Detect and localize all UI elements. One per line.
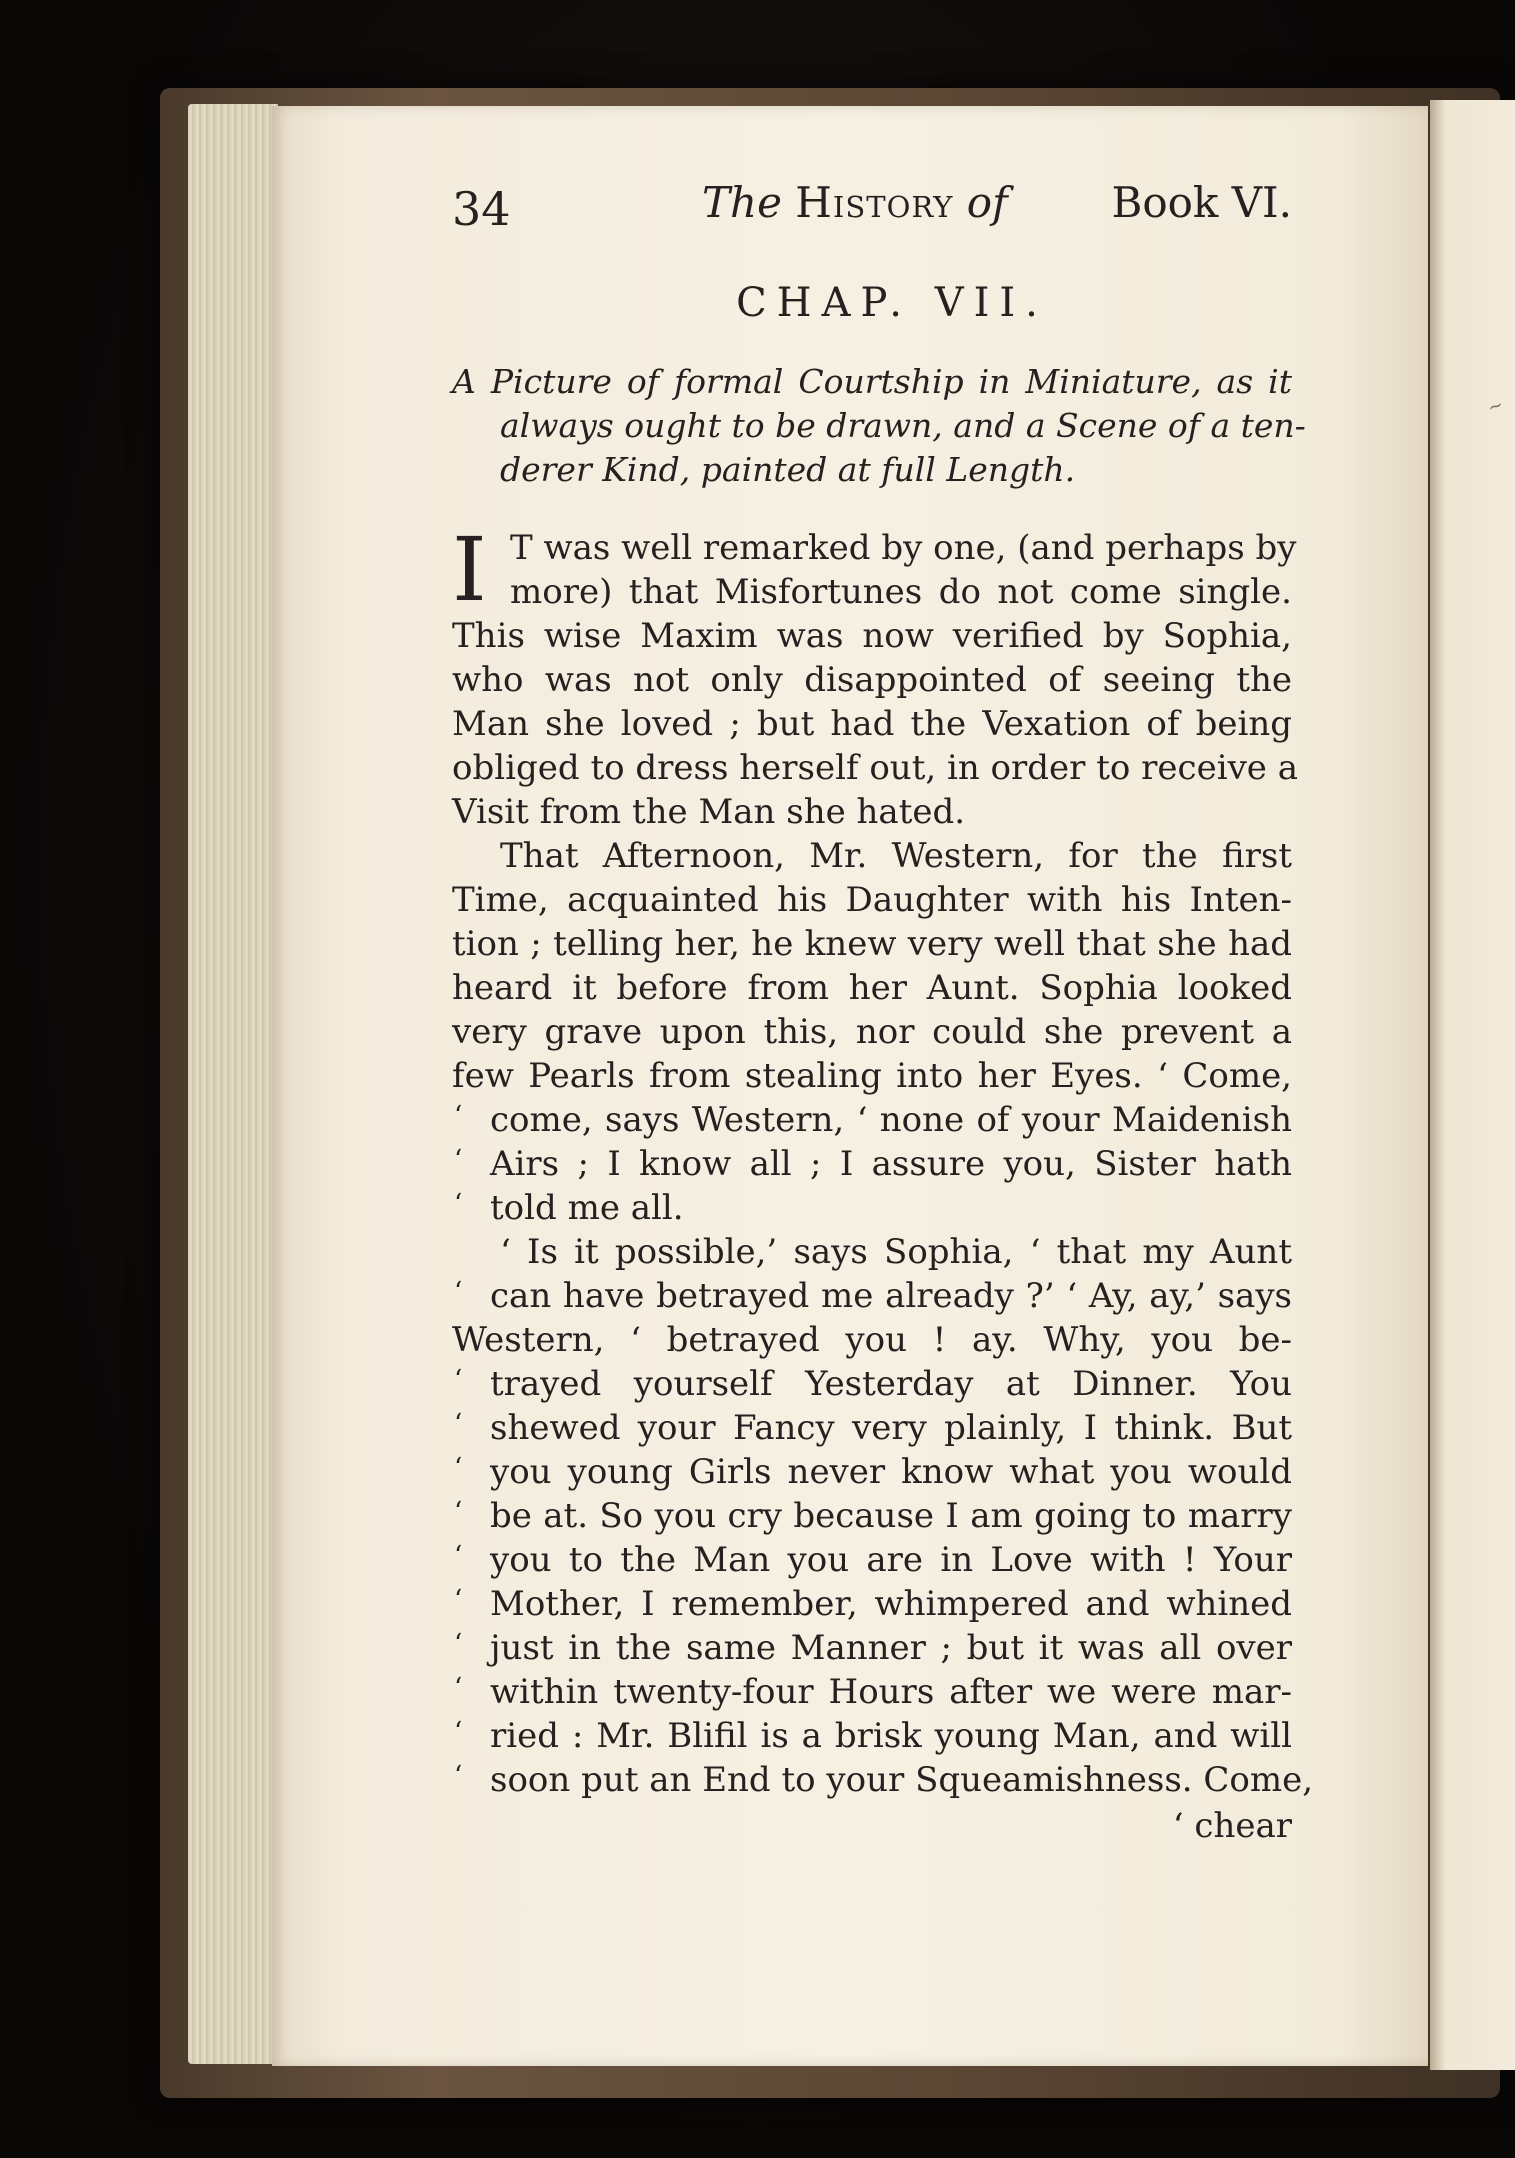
quote-mark: ‘ xyxy=(454,1189,463,1219)
running-title-the: The xyxy=(702,178,782,227)
quote-line xyxy=(452,1626,1292,1670)
facing-page-edge xyxy=(1430,100,1515,2070)
running-title xyxy=(702,178,1008,227)
text-line: be at. So you cry because I am going to marry xyxy=(490,1496,1292,1536)
quote-mark: ‘ xyxy=(454,1453,463,1483)
text-line: shewed your Fancy very plainly, I think. But xyxy=(490,1408,1292,1448)
catchword: ‘ chear xyxy=(1172,1806,1292,1846)
chapter-summary xyxy=(452,360,1306,492)
quote-mark: ‘ xyxy=(454,1277,463,1307)
summary-line: A Picture of formal Courtship in Miniature, as it xyxy=(452,362,1292,401)
quote-mark: ‘ xyxy=(454,1145,463,1175)
text-line: just in the same Manner ; but it was all over xyxy=(490,1628,1292,1668)
running-title-of: of xyxy=(966,178,1008,227)
text-line: Visit from the Man she hated. xyxy=(452,792,966,832)
quote-line xyxy=(452,1274,1292,1318)
text-line: can have betrayed me already ?’ ‘ Ay, ay,’ says xyxy=(490,1276,1292,1316)
quote-line xyxy=(452,1758,1314,1802)
quote-line xyxy=(452,1494,1292,1538)
chapter-title: CHAP. VII. xyxy=(736,280,1048,326)
facing-page-mark: ~ xyxy=(1484,394,1507,419)
quote-mark: ‘ xyxy=(454,1409,463,1439)
book-number: Book VI. xyxy=(1111,178,1292,227)
text-line: trayed yourself Yesterday at Dinner. You xyxy=(490,1364,1292,1404)
quote-mark: ‘ xyxy=(454,1761,463,1791)
text-line: who was not only disappointed of seeing the xyxy=(452,660,1292,700)
text-line: That Afternoon, Mr. Western, for the first xyxy=(500,836,1292,876)
page-number: 34 xyxy=(452,182,511,236)
paragraph-3 xyxy=(452,1230,1314,1802)
quote-mark: ‘ xyxy=(454,1541,463,1571)
text-line: ried : Mr. Blifil is a brisk young Man, and will xyxy=(490,1716,1292,1756)
text-line: come, says Western, ‘ none of your Maidenish xyxy=(490,1100,1292,1140)
page-edges xyxy=(188,104,278,2064)
quote-mark: ‘ xyxy=(454,1497,463,1527)
text-line: This wise Maxim was now verified by Sophia, xyxy=(452,616,1292,656)
quote-mark: ‘ xyxy=(454,1673,463,1703)
text-line: obliged to dress herself out, in order to receive a xyxy=(452,748,1298,788)
quote-line xyxy=(452,1450,1292,1494)
quote-mark: ‘ xyxy=(454,1629,463,1659)
drop-cap: I xyxy=(452,518,487,621)
text-line: Airs ; I know all ; I assure you, Sister hath xyxy=(490,1144,1292,1184)
paragraph-1 xyxy=(452,518,1298,834)
quote-line xyxy=(452,1142,1292,1186)
summary-line: derer Kind, painted at full Length. xyxy=(500,450,1076,489)
text-line: ‘ Is it possible,’ says Sophia, ‘ that my Aunt xyxy=(500,1232,1292,1272)
text-line: T was well remarked by one, (and perhaps by xyxy=(510,528,1297,568)
quote-line xyxy=(452,1362,1292,1406)
summary-line: always ought to be drawn, and a Scene of a ten- xyxy=(500,406,1306,445)
page-text xyxy=(452,168,1314,1848)
quote-line xyxy=(452,1186,1292,1230)
quote-mark: ‘ xyxy=(454,1101,463,1131)
text-line: more) that Misfortunes do not come single. xyxy=(510,572,1292,612)
text-line: you to the Man you are in Love with ! Your xyxy=(490,1540,1292,1580)
text-line: few Pearls from stealing into her Eyes. ‘ Come, xyxy=(452,1056,1292,1096)
text-line: heard it before from her Aunt. Sophia looked xyxy=(452,968,1292,1008)
text-line: told me all. xyxy=(490,1188,684,1228)
quote-mark: ‘ xyxy=(454,1585,463,1615)
text-line: Western, ‘ betrayed you ! ay. Why, you be- xyxy=(452,1320,1292,1360)
quote-line xyxy=(452,1098,1292,1142)
quote-line xyxy=(452,1406,1292,1450)
text-line: within twenty-four Hours after we were mar- xyxy=(490,1672,1292,1712)
running-title-history: History xyxy=(795,178,954,227)
text-line: you young Girls never know what you would xyxy=(490,1452,1292,1492)
quote-line xyxy=(452,1538,1292,1582)
quote-mark: ‘ xyxy=(454,1717,463,1747)
text-line: Time, acquainted his Daughter with his Inten- xyxy=(452,880,1292,920)
quote-mark: ‘ xyxy=(454,1365,463,1395)
paragraph-2 xyxy=(452,834,1292,1230)
quote-line xyxy=(452,1670,1292,1714)
quote-line xyxy=(452,1582,1292,1626)
running-head xyxy=(452,168,1292,242)
text-line: Mother, I remember, whimpered and whined xyxy=(490,1584,1292,1624)
chapter-body xyxy=(452,518,1314,1848)
text-line: soon put an End to your Squeamishness. Come, xyxy=(490,1760,1314,1800)
text-line: very grave upon this, nor could she prevent a xyxy=(452,1012,1292,1052)
quote-line xyxy=(452,1714,1292,1758)
text-line: Man she loved ; but had the Vexation of being xyxy=(452,704,1292,744)
text-line: tion ; telling her, he knew very well that she had xyxy=(452,924,1292,964)
